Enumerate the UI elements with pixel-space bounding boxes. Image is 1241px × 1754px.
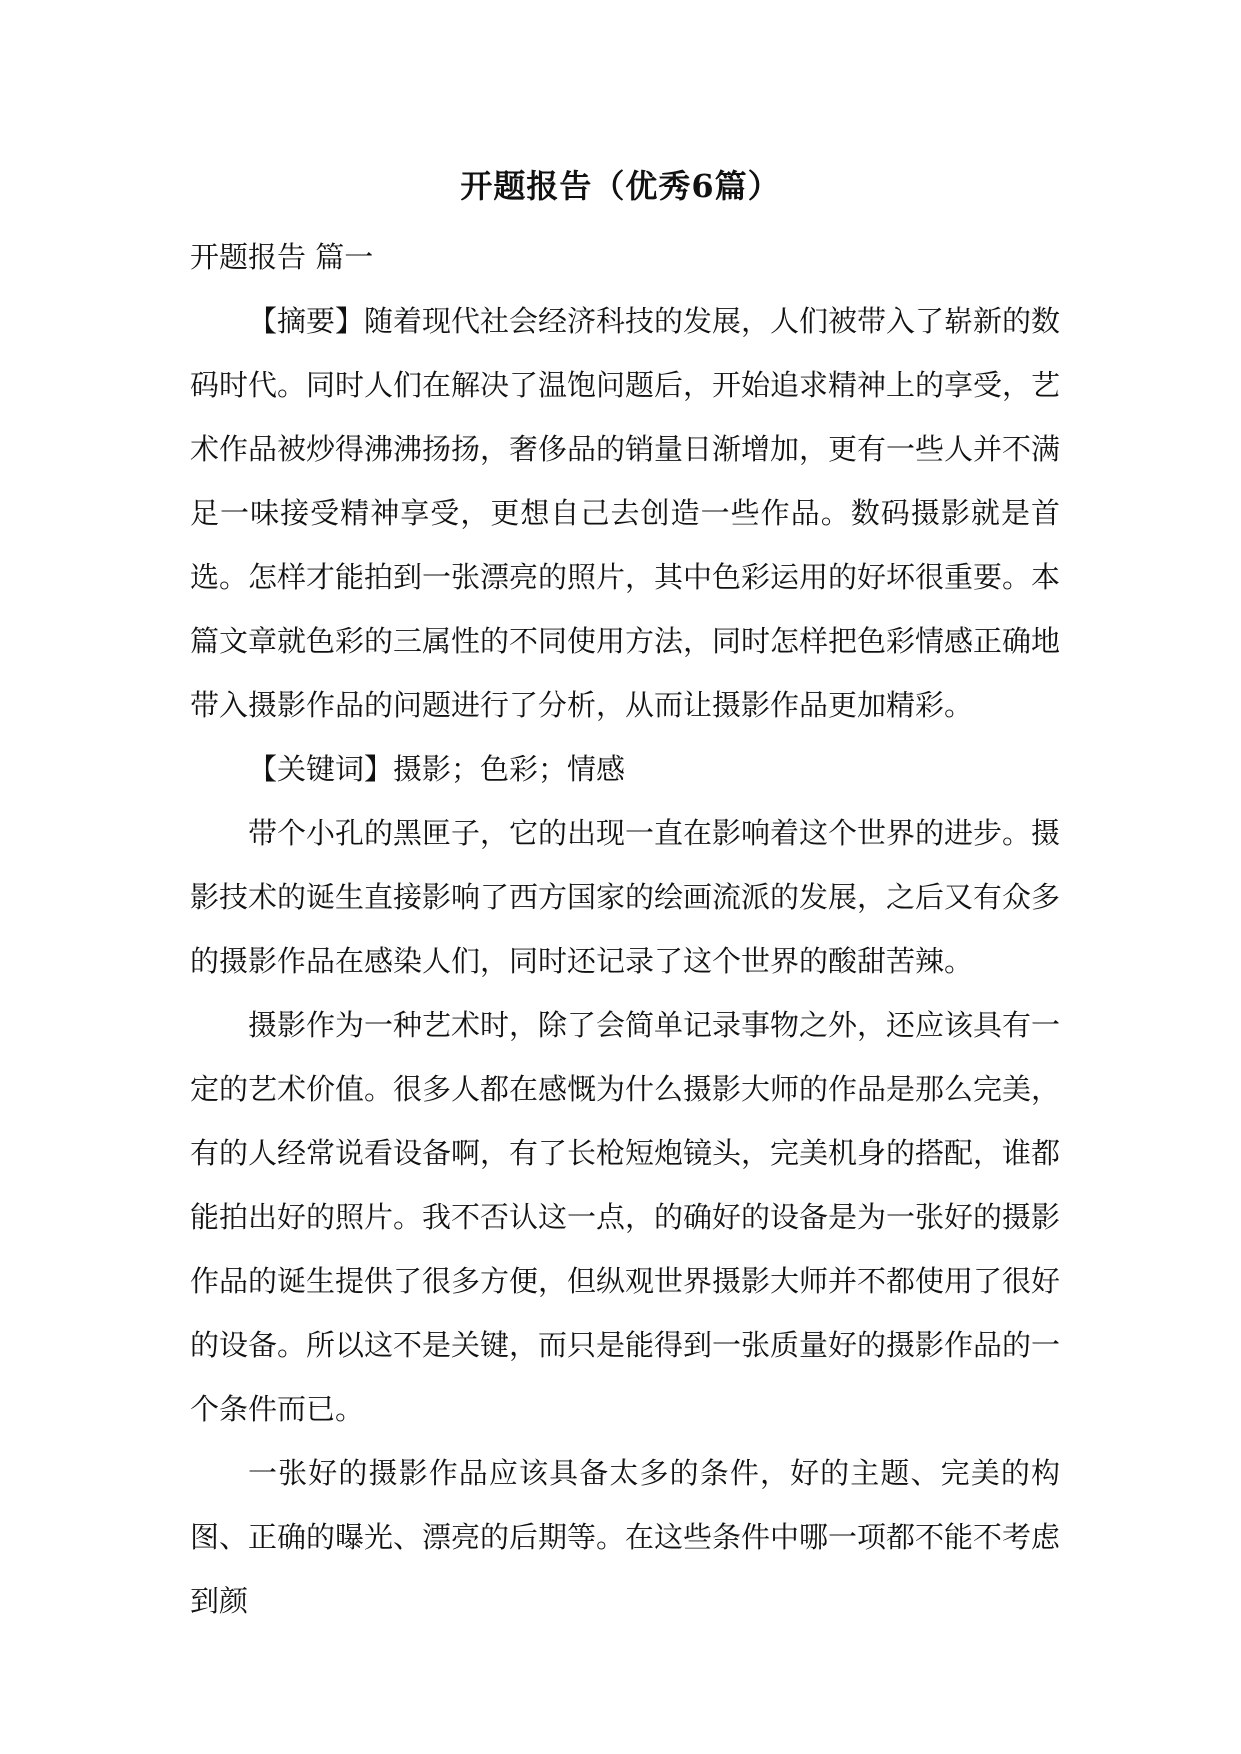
- body-paragraph: 一张好的摄影作品应该具备太多的条件，好的主题、完美的构图、正确的曝光、漂亮的后期等。在这些条件中哪一项都不能不考虑到颜: [190, 1456, 1061, 1618]
- body-paragraph: 带个小孔的黑匣子，它的出现一直在影响着这个世界的进步。摄影技术的诞生直接影响了西方国家的绘画流派的发展，之后又有众多的摄影作品在感染人们，同时还记录了这个世界的酸甜苦辣。: [190, 816, 1061, 978]
- abstract-paragraph: 【摘要】随着现代社会经济科技的发展，人们被带入了崭新的数码时代。同时人们在解决了温饱问题后，开始追求精神上的享受，艺术作品被炒得沸沸扬扬，奢侈品的销量日渐增加，更有一些人并不满足一味接受精神享受，更想自己去创造一些作品。数码摄影就是首选。怎样才能拍到一张漂亮的照片，其中色彩运用的好坏很重要。本篇文章就色彩的三属性的不同使用方法，同时怎样把色彩情感正确地带入摄影作品的问题进行了分析，从而让摄影作品更加精彩。: [190, 304, 1061, 722]
- section-heading: 开题报告 篇一: [190, 240, 374, 274]
- body-paragraph: 摄影作为一种艺术时，除了会简单记录事物之外，还应该具有一定的艺术价值。很多人都在感慨为什么摄影大师的作品是那么完美，有的人经常说看设备啊，有了长枪短炮镜头，完美机身的搭配，谁都能拍出好的照片。我不否认这一点，的确好的设备是为一张好的摄影作品的诞生提供了很多方便，但纵观世界摄影大师并不都使用了很好的设备。所以这不是关键，而只是能得到一张质量好的摄影作品的一个条件而已。: [190, 1008, 1061, 1426]
- document-body: [190, 225, 1060, 1633]
- document-title: 开题报告（优秀6篇）: [460, 167, 781, 205]
- keywords-paragraph: 【关键词】摄影；色彩；情感: [248, 752, 626, 786]
